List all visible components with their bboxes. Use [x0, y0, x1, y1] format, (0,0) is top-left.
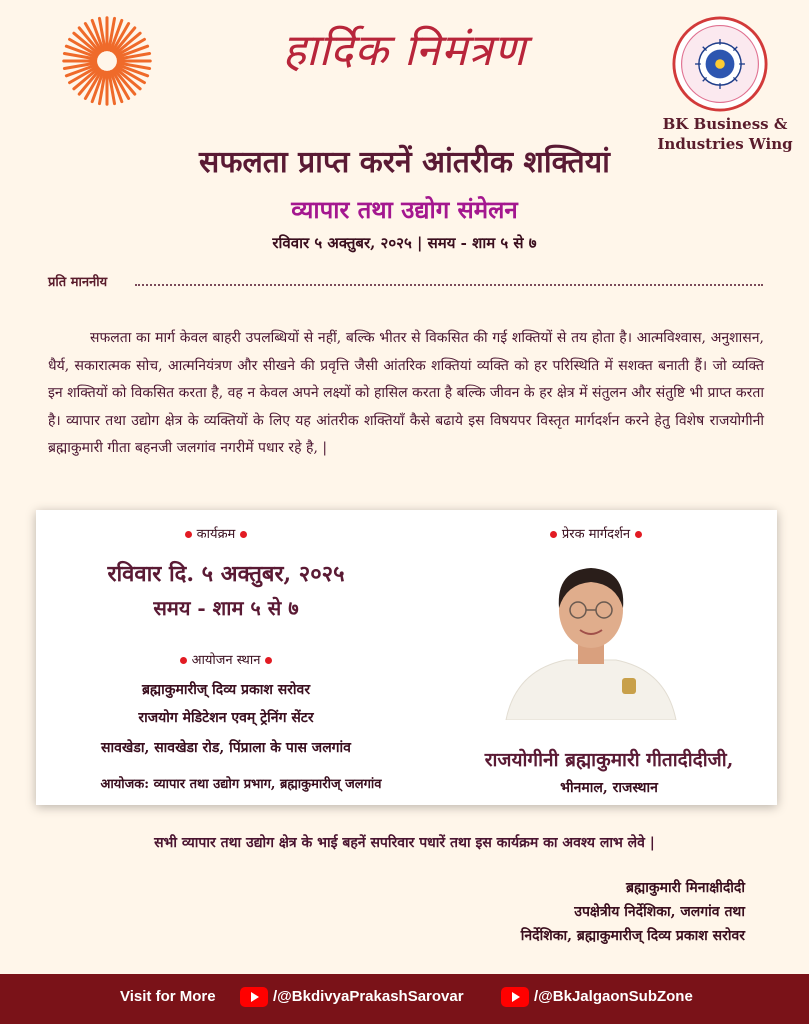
bullet-icon [240, 531, 247, 538]
youtube-icon[interactable] [501, 987, 529, 1007]
event-dateline: रविवार ५ अक्तुबर, २०२५ | समय - शाम ५ से ७ [272, 234, 537, 252]
wing-name-line2: Industries Wing [657, 135, 793, 153]
signature-organization: निर्देशिका, ब्रह्माकुमारीज् दिव्य प्रकाश सरोवर [520, 928, 745, 944]
greeting-heading: हार्दिक निमंत्रण [282, 25, 527, 76]
program-time: समय - शाम ५ से ७ [153, 596, 299, 620]
bullet-icon [185, 531, 192, 538]
signature-block [400, 876, 745, 948]
venue-line-2: राजयोग मेडिटेशन एवम् ट्रेनिंग सेंटर [138, 710, 314, 726]
bullet-icon [635, 531, 642, 538]
bullet-icon [180, 657, 187, 664]
event-subtitle: व्यापार तथा उद्योग संमेलन [291, 195, 518, 224]
footer-bar [0, 974, 809, 1024]
venue-line-3: सावखेडा, सावखेडा रोड, पिंप्राला के पास जलगांव [101, 740, 351, 756]
bk-business-wing-seal-icon [672, 16, 768, 112]
bullet-icon [550, 531, 557, 538]
wing-name-line1: BK Business & [662, 115, 788, 133]
program-heading: कार्यक्रम [96, 524, 336, 542]
salutation-dotted-line [135, 284, 763, 286]
salutation: प्रति माननीय [48, 275, 108, 290]
youtube-icon[interactable] [240, 987, 268, 1007]
speaker-name: राजयोगीनी ब्रह्माकुमारी गीतादीदीजी, [484, 749, 734, 771]
venue-heading: आयोजन स्थान [116, 650, 336, 668]
youtube-handle-prakash-sarovar[interactable]: /@BkdivyaPrakashSarovar [273, 988, 464, 1005]
signature-role: उपक्षेत्रीय निर्देशिका, जलगांव तथा [574, 904, 745, 920]
visit-label: Visit for More [120, 988, 216, 1005]
event-details-card [36, 510, 777, 805]
youtube-handle-jalgaon-subzone[interactable]: /@BkJalgaonSubZone [534, 988, 693, 1005]
body-paragraph: सफलता का मार्ग केवल बाहरी उपलब्धियों से नहीं, बल्कि भीतर से विकसित की गई शक्तियों से तय होता है। आत्मविश्वास, अनुशासन, धैर्य, सकारात्मक सोच, आत्मनियंत्रण और सीखने की प्रवृत्ति जैसी आंतरिक शक्तियां व्यक्ति को हर परिस्थिति में सशक्त बनाती हैं। जो व्यक्ति इन शक्तियों को विकसित करता है, वह न केवल अपने लक्ष्यों को हासिल करता है बल्कि जीवन के हर क्षेत्र में संतुलन और संतुष्टि भी प्राप्त करता है। व्यापार तथा उद्योग क्षेत्र के व्यक्तियों के लिए यह आंतरीक शक्तियाँ कैसे बढाये इस विषयपर विस्तृत मार्गदर्शन करने हेतु विशेष राजयोगीनी ब्रह्माकुमारी गीता बहनजी जलगांव नगरीमें पधार रहे है, | [48, 330, 764, 457]
speaker-portrait [496, 550, 686, 720]
bullet-icon [265, 657, 272, 664]
venue-line-1: ब्रह्माकुमारीज् दिव्य प्रकाश सरोवर [141, 682, 311, 698]
organizer: आयोजक: व्यापार तथा उद्योग प्रभाग, ब्रह्माकुमारीज् जलगांव [100, 777, 382, 792]
speaker-place: भीनमाल, राजस्थान [560, 780, 658, 796]
program-date: रविवार दि. ५ अक्तुबर, २०२५ [107, 561, 345, 587]
invitation-line: सभी व्यापार तथा उद्योग क्षेत्र के भाई बहनें सपरिवार पधारें तथा इस कार्यक्रम का अवश्य लाभ लेवे | [154, 835, 655, 851]
event-title: सफलता प्राप्त करनें आंतरीक शक्तियां [199, 145, 610, 180]
signature-name: ब्रह्माकुमारी मिनाक्षीदीदी [626, 880, 745, 896]
guide-heading: प्रेरक मार्गदर्शन [506, 524, 686, 542]
